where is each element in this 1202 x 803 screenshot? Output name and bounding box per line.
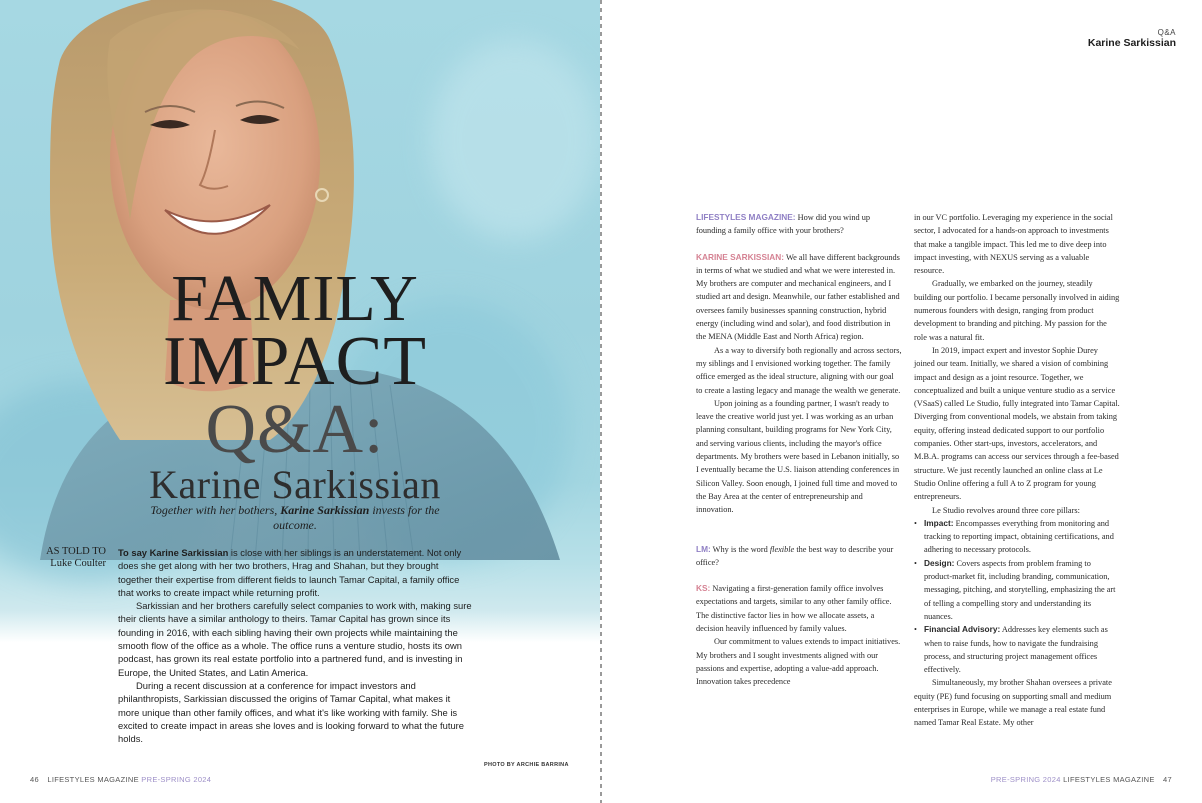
dek-text-pre: Together with her bothers, [150, 503, 281, 517]
dek-text-post: invests for the outcome. [273, 503, 440, 532]
running-head-name: Karine Sarkissian [1087, 37, 1176, 49]
running-head-section: Q&A [1157, 28, 1176, 37]
left-page [0, 0, 600, 803]
answer-1 [696, 251, 902, 344]
pillars-list [914, 517, 1120, 677]
headline-line-3: Q&A: [205, 391, 385, 468]
folio-left [30, 775, 211, 784]
answer-paragraph: in our VC portfolio. Leveraging my experience in the social sector, I advocated for a hands-on approach to investments that make a tangible impact. This led me to dive deep into impact investing, with NEXUS serving as a valuable resource. [914, 213, 1113, 276]
answer-paragraph: Simultaneously, my brother Shahan oversees a private equity (PE) fund focusing on supporting small and medium enterprises in Europe, while we manage a real estate fund named Tamar Real Estate. My other [914, 678, 1112, 728]
body-column-2 [914, 211, 1120, 730]
list-item-term: Design: [924, 557, 955, 568]
intro-paragraph [118, 546, 474, 599]
answer-paragraph: Our commitment to values extends to impact initiatives. My brothers and I sought investments aligned with our passions and expertise, adopting a value-add approach. Innovation takes precedence [696, 637, 901, 687]
headline-line-2: IMPACT [162, 323, 428, 400]
running-head [1088, 28, 1176, 49]
interviewer-label: LM: [696, 543, 711, 554]
article-intro [118, 546, 474, 745]
answer-paragraph: Upon joining as a founding partner, I wasn't ready to leave the creative world just yet. I was working as an urban planning consultant, building programs for New York City, and serving various clients, including the mayor's office departments. My brothers were based in Lebanon initially, so I eventually became the U.S. liaison attending conferences in Silicon Valley. Soon enough, I joined full time and moved to the Bay Area at the center of entrepreneurship and innovation. [696, 398, 900, 515]
body-column-1 [696, 211, 902, 689]
interviewee-label: KS: [696, 583, 711, 594]
question-emphasis: flexible [769, 544, 795, 554]
answer-paragraph: As a way to diversify both regionally and across sectors, my siblings and I envisioned working together. The family office emerged as the ideal structure, aligning with our goal to create a lasting legacy and manage the wealth we generate. [696, 345, 902, 395]
interviewer-label: LIFESTYLES MAGAZINE: [696, 212, 796, 222]
page-number: 46 [30, 775, 39, 784]
list-item [914, 517, 1120, 557]
headline-line-1: FAMILY [171, 262, 419, 335]
list-item [914, 623, 1120, 676]
question-text: How did you wind up founding a family office with your brothers? [696, 213, 871, 236]
list-item-text: Covers aspects from problem framing to product-market fit, including branding, communication, messaging, pitching, and storytelling, emphasizing the art of telling a compelling story and understanding its nuances. [924, 558, 1116, 621]
intro-paragraph-text: is close with her siblings is an understatement. Not only does she get along with her two brothers, Hrag and Shahan, but they brought together their expertise from different fields to launch Tamar Capital, a family office that works to create impact while returning profit. [118, 547, 462, 598]
answer-2 [696, 582, 902, 635]
list-item-term: Impact: [924, 517, 954, 528]
answer-paragraph: Le Studio revolves around three core pillars: [932, 505, 1080, 515]
list-item-text: Encompasses everything from monitoring and tracking to reporting impact, obtaining certifications, and adhering to necessary protocols. [924, 518, 1114, 555]
interviewee-label: KARINE SARKISSIAN: [696, 251, 785, 262]
question-text: the best way to describe your office? [696, 544, 894, 567]
answer-paragraph: Gradually, we embarked on the journey, steadily building our portfolio. I became personally involved in aiding numerous founders with design, ranging from product development to branding and pitching. My passion for the role was a natural fit. [914, 279, 1120, 342]
intro-paragraph: Sarkissian and her brothers carefully select companies to work with, making sure their clients have a similar anthology to theirs. Tamar Capital has grown since its founding in 2016, with each sibling having their own projects while maintaining the smooth flow of the office as a whole. The office runs a venture studio, hosts its own podcast, has grown its real estate portfolio into a partnered fund, and is investing in Europe, the United States, and Latin America. [118, 600, 472, 678]
folio-right [991, 775, 1172, 784]
list-item-term: Financial Advisory: [924, 624, 1001, 635]
byline-label: AS TOLD TO [46, 546, 106, 557]
photo-credit: PHOTO BY ARCHIE BARRINA [484, 762, 569, 768]
question-1 [696, 211, 902, 238]
byline-author: Luke Coulter [50, 558, 106, 569]
headline-subject-name: Karine Sarkissian [149, 462, 441, 507]
question-2 [696, 543, 902, 570]
page-number: 47 [1163, 775, 1172, 784]
issue-label: PRE-SPRING 2024 [990, 775, 1061, 784]
page-gutter [600, 0, 602, 803]
list-item [914, 557, 1120, 623]
byline [30, 546, 106, 570]
question-text: Why is the word [710, 544, 770, 554]
answer-text: We all have different backgrounds in terms of what we studied and what we were interested in. My brothers are computer and mechanical engineers, and I studied art and design. Meanwhile, our father established and oversees family businesses spanning construction, hybrid energy (including wind and solar), and food distribution in the MENA (Middle East and North Africa) region. [696, 252, 900, 342]
issue-label: PRE-SPRING 2024 [141, 775, 212, 784]
list-item-text: Addresses key elements such as when to raise funds, how to navigate the fundraising process, and structuring project management offices effectively. [924, 625, 1108, 675]
article-dek [150, 503, 440, 533]
answer-text: Navigating a first-generation family office involves expectations and targets, similar to any other family office. The distinctive factor lies in how we allocate assets, a decision heavily influenced by family values. [696, 584, 892, 634]
intro-lead-name: To say Karine Sarkissian [118, 547, 229, 558]
dek-name: Karine Sarkissian [280, 503, 370, 517]
intro-paragraph: During a recent discussion at a conference for impact investors and philanthropists, Sarkissian discussed the origins of Tamar Capital, what makes it more unique than other family offices, and what it's like working with family. She is excited to create impact in areas she loves and is looking forward to what the future holds. [118, 679, 465, 745]
answer-paragraph: In 2019, impact expert and investor Sophie Durey joined our team. Initially, we shared a vision of combining impact and design as a joint resource. Together, we conceptualized and built a unique venture studio as a service (VSaaS) called Le Studio, fully integrated into Tamar Capital. Diverging from conventional models, we abstain from taking equity, offering instead dedicated support to our portfolio companies. Other start-ups, investors, accelerators, and M.B.A. programs can access our services through a fee-based structure. We just recently launched an online class at Le Studio Online offering a full A to Z program for young entrepreneurs. [914, 345, 1120, 502]
magazine-name: LIFESTYLES MAGAZINE [1063, 775, 1155, 784]
magazine-name: LIFESTYLES MAGAZINE [47, 775, 139, 784]
